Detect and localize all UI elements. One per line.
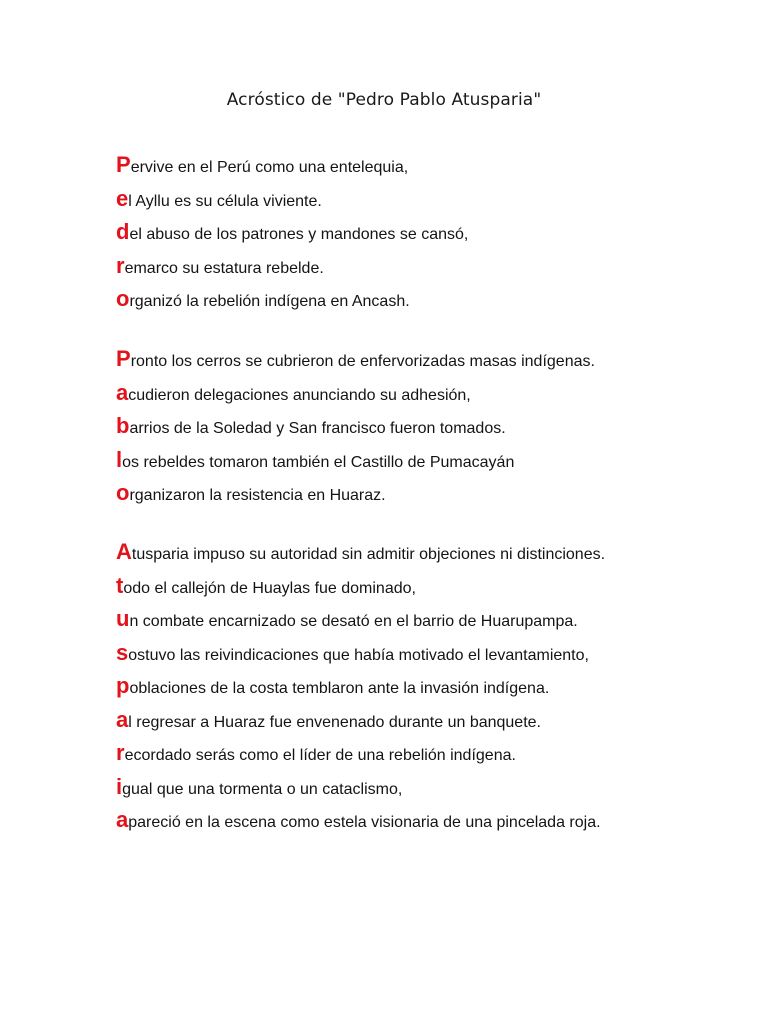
acrostic-initial-letter: s: [116, 639, 129, 665]
poem-line: [116, 342, 595, 376]
poem-line-text: el abuso de los patrones y mandones se cansó,: [129, 226, 469, 243]
poem-line: [116, 249, 468, 283]
poem-line: [116, 569, 605, 603]
acrostic-initial-letter: p: [116, 673, 130, 698]
acrostic-initial-letter: a: [116, 379, 129, 405]
poem-line: [116, 703, 605, 737]
poem-line: [116, 602, 605, 636]
acrostic-initial-letter: P: [116, 152, 131, 177]
poem-line: [116, 770, 605, 804]
poem-line: [116, 182, 468, 216]
poem-line-text: os rebeldes tomaron también el Castillo de Pumacayán: [122, 453, 515, 471]
poem-line-text: rganizaron la resistencia en Huaraz.: [129, 487, 386, 504]
poem-line-text: tusparia impuso su autoridad sin admitir objeciones ni distinciones.: [131, 546, 606, 563]
stanza-pedro: [116, 148, 468, 316]
poem-line: [116, 409, 595, 443]
acrostic-initial-letter: r: [116, 740, 125, 765]
poem-line-text: oblaciones de la costa temblaron ante la invasión indígena.: [129, 680, 550, 697]
acrostic-initial-letter: i: [116, 773, 123, 799]
acrostic-initial-letter: o: [116, 286, 130, 311]
poem-line: [116, 148, 468, 182]
acrostic-initial-letter: e: [116, 185, 129, 211]
poem-line: [116, 736, 605, 770]
acrostic-initial-letter: a: [116, 706, 129, 732]
poem-line: [116, 215, 468, 249]
poem-line-text: ecordado serás como el líder de una rebelión indígena.: [124, 747, 516, 764]
poem-line-text: cudieron delegaciones anunciando su adhesión,: [128, 386, 471, 404]
acrostic-initial-letter: l: [116, 446, 123, 472]
poem-line-text: odo el callejón de Huaylas fue dominado,: [123, 579, 416, 597]
poem-line-text: n combate encarnizado se desató en el barrio de Huarupampa.: [129, 613, 578, 630]
poem-title: Acróstico de "Pedro Pablo Atusparia": [226, 90, 542, 110]
acrostic-initial-letter: a: [116, 807, 129, 832]
poem-line: [116, 636, 605, 670]
acrostic-initial-letter: d: [116, 219, 130, 244]
poem-line-text: gual que una tormenta o un cataclismo,: [122, 780, 403, 798]
stanza-atusparia: [116, 535, 605, 837]
poem-line: [116, 282, 468, 316]
acrostic-initial-letter: r: [116, 252, 125, 278]
poem-line-text: emarco su estatura rebelde.: [124, 259, 324, 277]
poem-line-text: ervive en el Perú como una entelequia,: [130, 159, 409, 176]
acrostic-initial-letter: o: [116, 480, 130, 505]
acrostic-initial-letter: t: [116, 572, 124, 598]
poem-line-text: arrios de la Soledad y San francisco fueron tomados.: [129, 420, 506, 437]
acrostic-initial-letter: u: [116, 606, 130, 631]
poem-line: [116, 535, 605, 569]
poem-line: [116, 443, 595, 477]
poem-line: [116, 376, 595, 410]
acrostic-initial-letter: A: [116, 539, 132, 564]
poem-line-text: l Ayllu es su célula viviente.: [128, 192, 322, 210]
acrostic-initial-letter: P: [116, 346, 131, 371]
poem-line-text: rganizó la rebelión indígena en Ancash.: [129, 293, 410, 310]
poem-line-text: l regresar a Huaraz fue envenenado durante un banquete.: [128, 713, 541, 731]
poem-line: [116, 476, 595, 510]
poem-line-text: ronto los cerros se cubrieron de enfervorizadas masas indígenas.: [130, 353, 595, 370]
poem-line-text: ostuvo las reivindicaciones que había motivado el levantamiento,: [128, 646, 589, 664]
poem-line: [116, 803, 605, 837]
acrostic-initial-letter: b: [116, 413, 130, 438]
stanza-pablo: [116, 342, 595, 510]
poem-line: [116, 669, 605, 703]
poem-line-text: pareció en la escena como estela visionaria de una pincelada roja.: [128, 814, 601, 831]
